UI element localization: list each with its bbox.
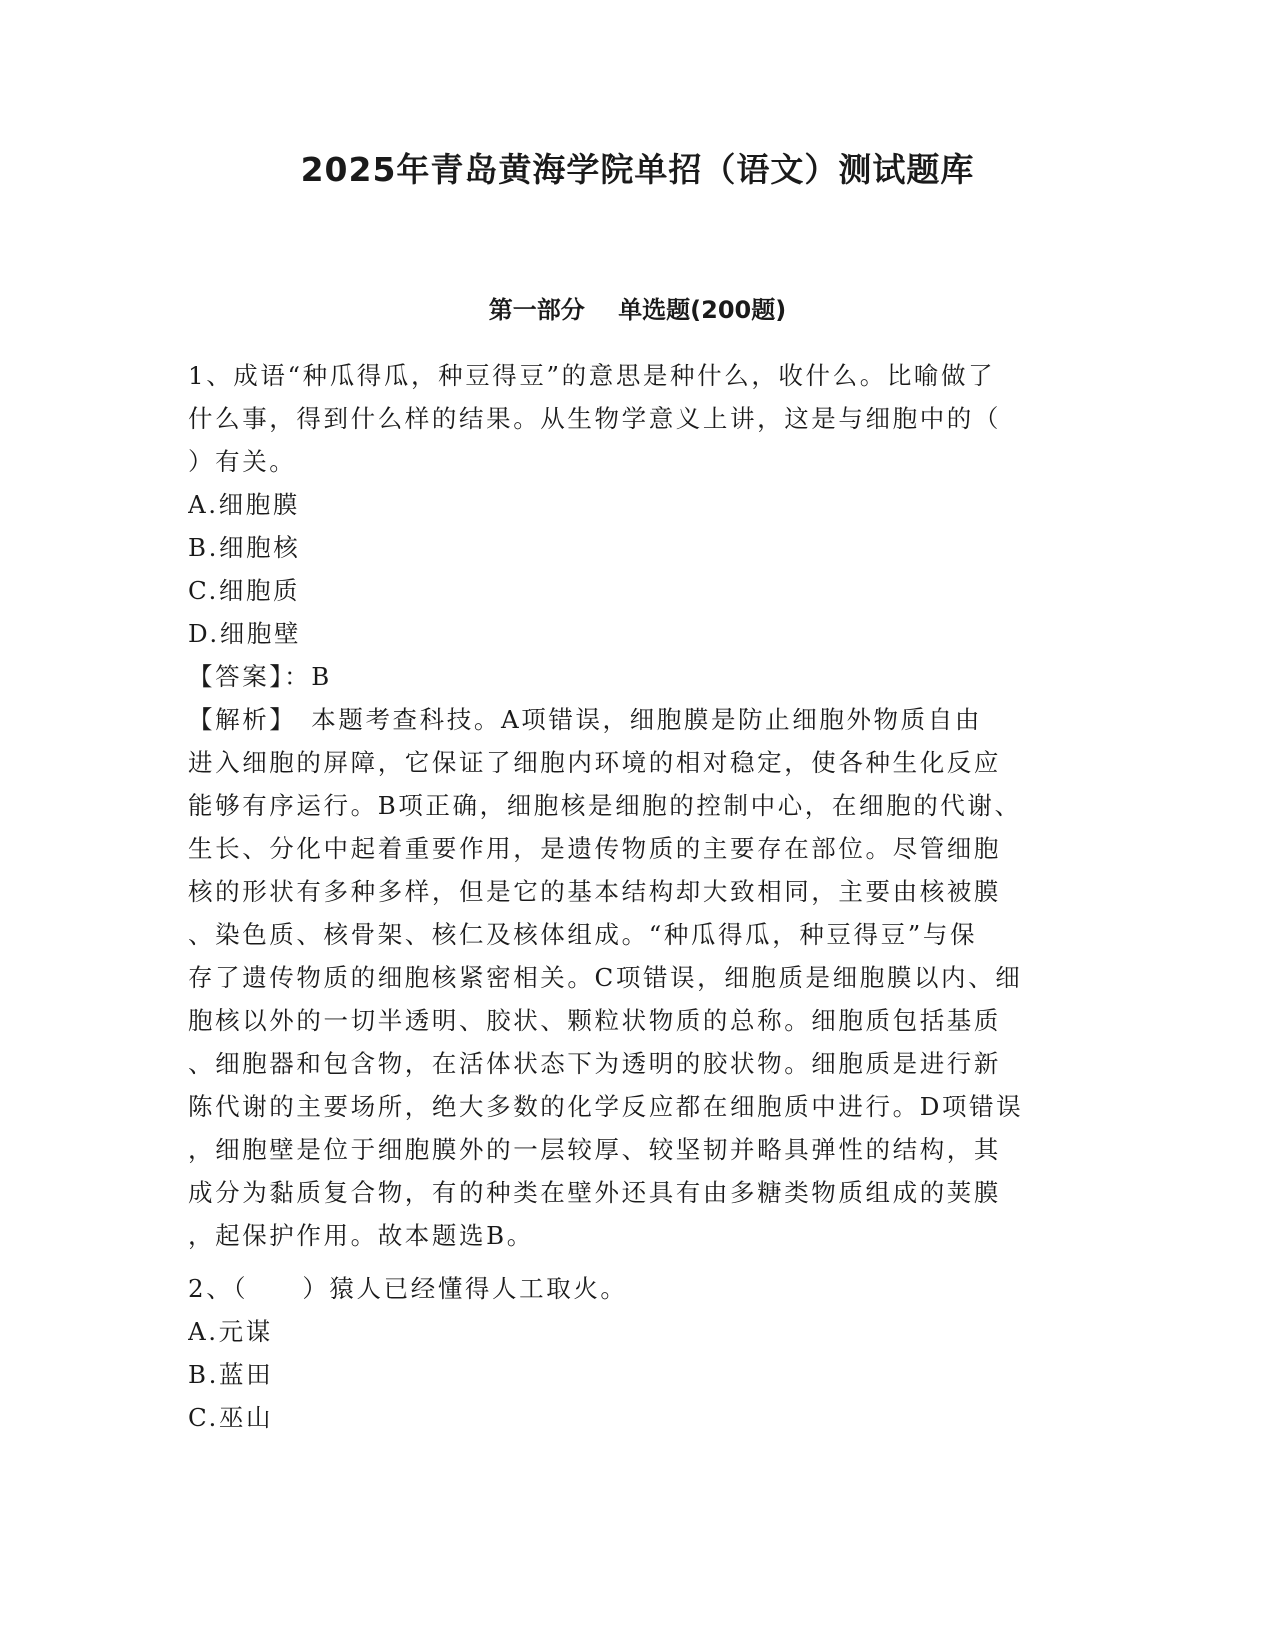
question-stem-line: ）有关。 xyxy=(188,447,297,476)
analysis-line: 进入细胞的屏障，它保证了细胞内环境的相对稳定，使各种生化反应 xyxy=(188,748,1001,777)
document-title: 2025年青岛黄海学院单招（语文）测试题库 xyxy=(300,150,975,189)
analysis-line: 存了遗传物质的细胞核紧密相关。C项错误，细胞质是细胞膜以内、细 xyxy=(188,963,1023,992)
analysis-line: 成分为黏质复合物，有的种类在壁外还具有由多糖类物质组成的荚膜 xyxy=(188,1178,1001,1207)
question-stem-line: 1、成语“种瓜得瓜，种豆得豆”的意思是种什么，收什么。比喻做了 xyxy=(188,361,996,390)
analysis-line: 核的形状有多种多样，但是它的基本结构却大致相同，主要由核被膜 xyxy=(188,877,1001,906)
analysis-line: ，细胞壁是位于细胞膜外的一层较厚、较坚韧并略具弹性的结构，其 xyxy=(188,1135,1001,1164)
section-heading xyxy=(0,293,1275,327)
option-c: C.巫山 xyxy=(188,1403,274,1432)
question-list xyxy=(188,354,1068,1439)
analysis-line: ，起保护作用。故本题选B。 xyxy=(188,1221,534,1250)
answer: 【答案】：B xyxy=(188,662,332,691)
option-a: A.细胞膜 xyxy=(188,490,300,519)
section-part: 第一部分 xyxy=(488,296,585,324)
question-2 xyxy=(188,1267,1068,1439)
analysis-line: 【解析】 本题考查科技。A项错误，细胞膜是防止细胞外物质自由 xyxy=(188,705,982,734)
section-name: 单选题(200题) xyxy=(618,296,787,324)
analysis-line: 陈代谢的主要场所，绝大多数的化学反应都在细胞质中进行。D项错误 xyxy=(188,1092,1024,1121)
question-stem-line: 2、（ ）猿人已经懂得人工取火。 xyxy=(188,1274,628,1303)
analysis-line: 、染色质、核骨架、核仁及核体组成。“种瓜得瓜，种豆得豆”与保 xyxy=(188,920,978,949)
analysis-line: 、细胞器和包含物，在活体状态下为透明的胶状物。细胞质是进行新 xyxy=(188,1049,1001,1078)
option-b: B.细胞核 xyxy=(188,533,301,562)
question-stem-line: 什么事，得到什么样的结果。从生物学意义上讲，这是与细胞中的（ xyxy=(188,404,1001,433)
question-1 xyxy=(188,354,1068,1257)
analysis-line: 生长、分化中起着重要作用，是遗传物质的主要存在部位。尽管细胞 xyxy=(188,834,1001,863)
analysis-line: 能够有序运行。B项正确，细胞核是细胞的控制中心，在细胞的代谢、 xyxy=(188,791,1022,820)
option-c: C.细胞质 xyxy=(188,576,301,605)
option-d: D.细胞壁 xyxy=(188,619,302,648)
option-b: B.蓝田 xyxy=(188,1360,274,1389)
option-a: A.元谋 xyxy=(188,1317,273,1346)
analysis-line: 胞核以外的一切半透明、胶状、颗粒状物质的总称。细胞质包括基质 xyxy=(188,1006,1001,1035)
